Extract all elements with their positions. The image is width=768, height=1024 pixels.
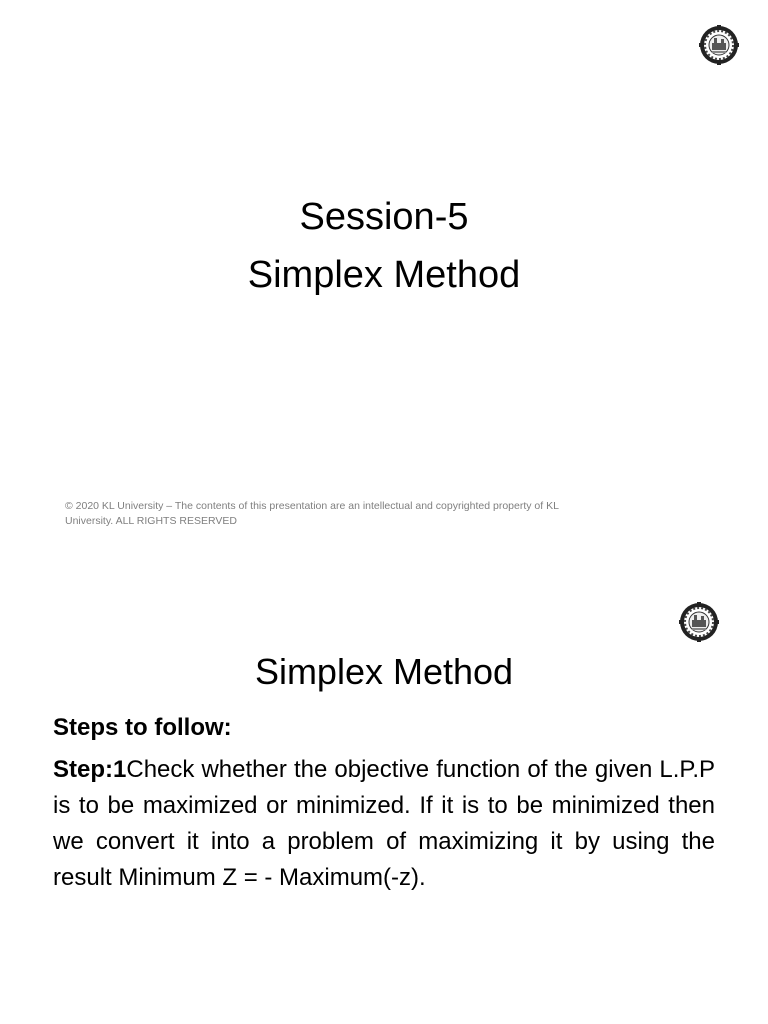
step-1-paragraph xyxy=(53,752,715,896)
copyright-line-2: University. ALL RIGHTS RESERVED xyxy=(65,515,237,527)
slide-steps xyxy=(0,576,768,1024)
step-1-text: Check whether the objective function of the given L.P.P is to be maximized or minimized. If it is to be minimized then we convert it into a problem of maximizing it by using the result Minimum Z = - Maximum(-z). xyxy=(53,756,715,891)
topic-title: Simplex Method xyxy=(247,254,521,296)
slide-heading: Simplex Method xyxy=(254,651,514,692)
slide-title-text xyxy=(0,188,768,304)
copyright-notice xyxy=(65,499,625,529)
step-1-label: Step:1 xyxy=(53,756,127,783)
university-seal-icon xyxy=(699,25,739,65)
session-label: Session-5 xyxy=(299,196,469,238)
copyright-line-1: © 2020 KL University – The contents of this presentation are an intellectual and copyrighted property of KL xyxy=(65,500,559,512)
steps-heading: Steps to follow: xyxy=(53,714,232,741)
university-seal-icon xyxy=(679,602,719,642)
